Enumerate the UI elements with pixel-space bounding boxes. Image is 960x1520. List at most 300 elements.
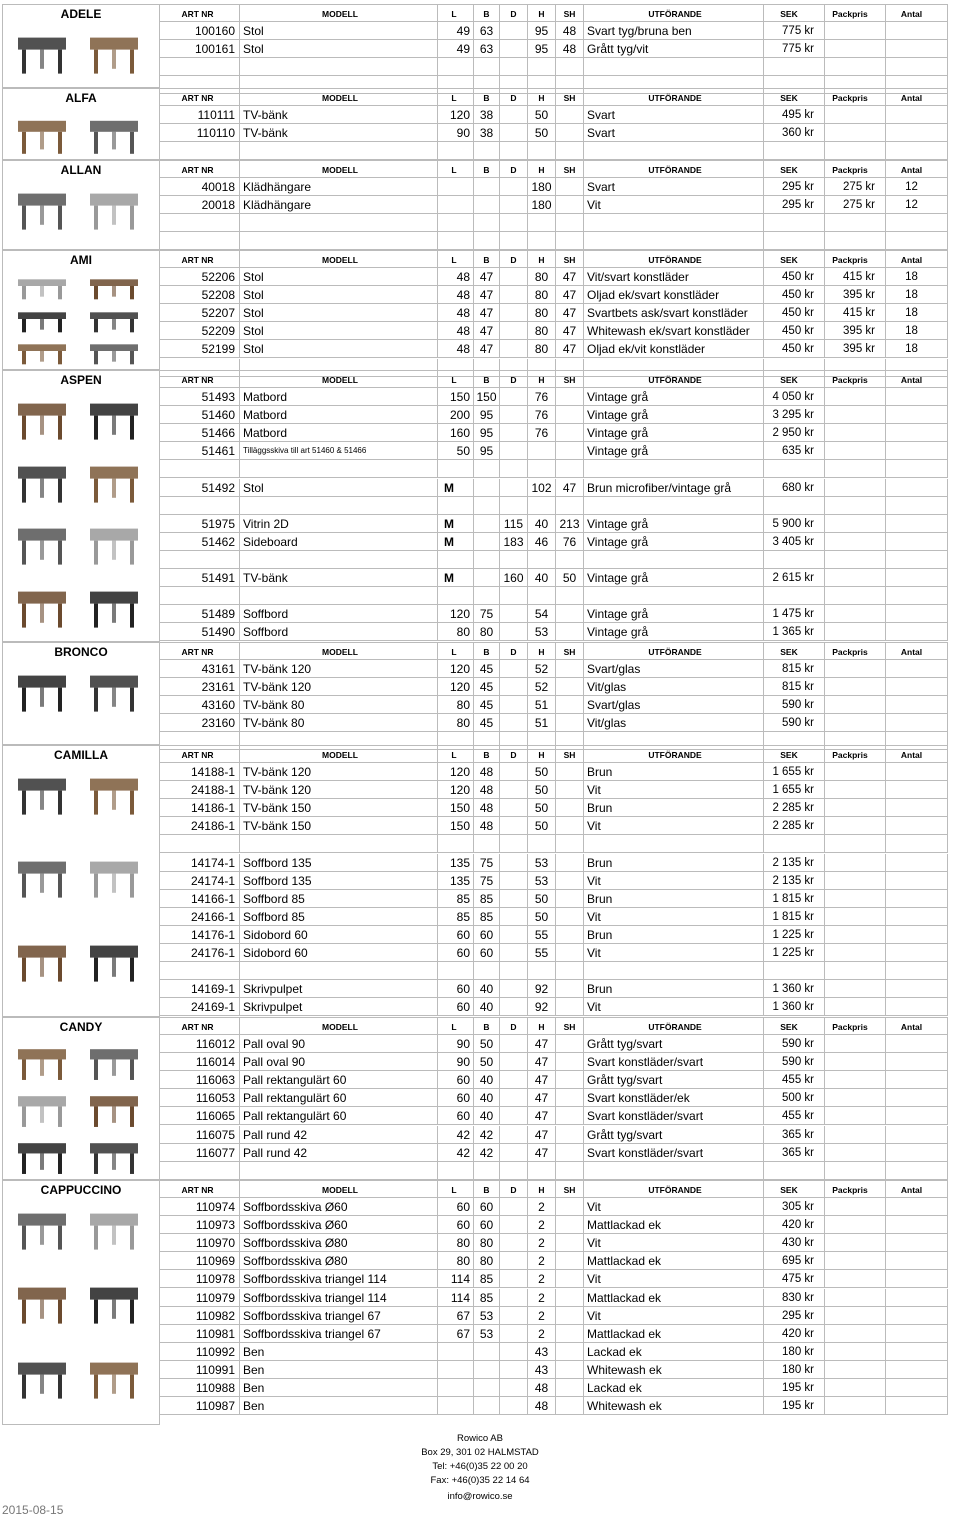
cell-art: 51461 [160,442,240,460]
cell-h: 53 [528,872,556,890]
cell-h [528,551,556,569]
cell-sek: 4 050 kr [764,388,825,406]
cell-antal [886,763,948,781]
cell-mod: Stol [240,22,438,40]
cell-sek: 420 kr [764,1216,825,1234]
column-header-qty: Antal [886,1017,948,1035]
cell-l: 200 [438,406,474,424]
cell-sh: 48 [556,22,584,40]
column-header-pack: Packpris [825,642,886,660]
cell-pack [825,1397,886,1415]
cell-antal [886,1071,948,1089]
cell-utf [584,1162,764,1180]
cell-b: 80 [474,1252,500,1270]
cell-pack [825,696,886,714]
cell-utf: Brun [584,763,764,781]
cell-d [500,660,528,678]
table-row [160,304,958,322]
cell-antal [886,781,948,799]
cell-art: 110991 [160,1361,240,1379]
cell-d [500,998,528,1016]
cell-mod [240,142,438,160]
cell-l: 80 [438,696,474,714]
cell-d [500,835,528,853]
cell-antal [886,1252,948,1270]
cell-l: M [438,515,474,533]
column-header-b: B [474,1017,500,1035]
table-row [160,1252,958,1270]
cell-art: 51493 [160,388,240,406]
cell-mod: Matbord [240,406,438,424]
cell-sh [556,980,584,998]
cell-antal [886,1325,948,1343]
cell-utf: Vit [584,781,764,799]
cell-mod: Matbord [240,424,438,442]
cell-antal [886,124,948,142]
cell-antal [886,944,948,962]
table-row [160,442,958,460]
cell-antal: 18 [886,304,948,322]
cell-h: 80 [528,340,556,358]
cell-l: 120 [438,660,474,678]
column-header-finish: UTFÖRANDE [584,745,764,763]
cell-mod: Stol [240,322,438,340]
cell-antal [886,424,948,442]
product-image [12,1278,72,1326]
column-header-model: MODELL [240,250,438,268]
column-header-qty: Antal [886,370,948,388]
cell-b: 38 [474,124,500,142]
cell-b [474,835,500,853]
cell-h [528,1162,556,1180]
cell-sh [556,944,584,962]
cell-b: 45 [474,696,500,714]
column-header-art: ART NR [160,160,240,178]
cell-mod: Soffbord 85 [240,908,438,926]
cell-l [438,232,474,250]
cell-art: 20018 [160,196,240,214]
table-row [160,763,958,781]
cell-sek: 295 kr [764,178,825,196]
cell-b [474,533,500,551]
cell-b: 75 [474,605,500,623]
cell-utf [584,587,764,605]
cell-b [474,214,500,232]
cell-d [500,1379,528,1397]
cell-h: 76 [528,388,556,406]
column-header-sh: SH [556,250,584,268]
product-image [12,666,72,714]
cell-b: 50 [474,1035,500,1053]
cell-utf [584,497,764,515]
cell-pack [825,980,886,998]
cell-sh [556,1126,584,1144]
cell-mod: Sidobord 60 [240,944,438,962]
cell-b: 63 [474,40,500,58]
product-image [12,307,72,334]
cell-antal [886,926,948,944]
cell-h: 48 [528,1397,556,1415]
cell-sek: 3 295 kr [764,406,825,424]
cell-sh [556,1162,584,1180]
cell-mod: Ben [240,1397,438,1415]
cell-utf: Svart konstläder/ek [584,1089,764,1107]
cell-b [474,58,500,76]
table-row [160,1198,958,1216]
column-header-sek: SEK [764,370,825,388]
cell-b: 48 [474,781,500,799]
cell-l: 120 [438,106,474,124]
cell-pack [825,1343,886,1361]
cell-b: 38 [474,106,500,124]
cell-h [528,58,556,76]
column-header-sek: SEK [764,88,825,106]
cell-utf: Svart/glas [584,696,764,714]
cell-sek [764,1162,825,1180]
cell-d [500,1198,528,1216]
cell-mod: TV-bänk 150 [240,817,438,835]
table-row [160,817,958,835]
column-header-model: MODELL [240,160,438,178]
product-image [84,852,144,900]
cell-pack [825,1270,886,1288]
product-image [84,666,144,714]
cell-pack [825,106,886,124]
cell-sek: 295 kr [764,1307,825,1325]
cell-pack [825,1379,886,1397]
cell-b: 75 [474,854,500,872]
cell-pack: 415 kr [825,268,886,286]
cell-b: 95 [474,424,500,442]
cell-l: 60 [438,1107,474,1125]
cell-sh [556,623,584,641]
cell-sh [556,1198,584,1216]
cell-h: 46 [528,533,556,551]
column-header-finish: UTFÖRANDE [584,160,764,178]
product-image [84,1204,144,1252]
cell-antal: 18 [886,322,948,340]
cell-sek: 475 kr [764,1270,825,1288]
cell-sh [556,442,584,460]
cell-antal [886,1361,948,1379]
cell-utf: Vit [584,998,764,1016]
cell-antal [886,1216,948,1234]
cell-l [438,497,474,515]
cell-sh [556,854,584,872]
cell-art: 110988 [160,1379,240,1397]
cell-art: 51462 [160,533,240,551]
cell-art [160,1162,240,1180]
product-image [84,184,144,232]
cell-art: 51492 [160,479,240,497]
cell-sek: 450 kr [764,268,825,286]
cell-sek [764,214,825,232]
cell-utf: Oljad ek/vit konstläder [584,340,764,358]
table-row [160,1089,958,1107]
cell-sh [556,1343,584,1361]
cell-l: 67 [438,1325,474,1343]
cell-art: 116053 [160,1089,240,1107]
cell-l [438,962,474,980]
cell-sh [556,232,584,250]
cell-antal [886,406,948,424]
table-header-row [160,642,958,660]
cell-mod: Ben [240,1361,438,1379]
cell-mod: Soffbord 135 [240,872,438,890]
cell-sek [764,962,825,980]
column-header-qty: Antal [886,160,948,178]
cell-l [438,587,474,605]
table-row [160,22,958,40]
cell-utf: Whitewash ek [584,1397,764,1415]
column-header-b: B [474,88,500,106]
cell-antal [886,569,948,587]
cell-antal [886,1144,948,1162]
cell-sh [556,696,584,714]
cell-d [500,406,528,424]
cell-l [438,1379,474,1397]
cell-sek: 450 kr [764,322,825,340]
cell-sh [556,214,584,232]
cell-antal [886,1107,948,1125]
cell-pack [825,460,886,478]
cell-h [528,214,556,232]
cell-sh [556,406,584,424]
cell-pack [825,799,886,817]
cell-art: 110982 [160,1307,240,1325]
cell-h [528,142,556,160]
product-image [84,112,144,156]
cell-sek [764,232,825,250]
cell-l [438,835,474,853]
cell-d [500,1216,528,1234]
product-image [84,1041,144,1082]
cell-h: 50 [528,763,556,781]
cell-d [500,196,528,214]
cell-antal [886,1379,948,1397]
cell-b: 75 [474,872,500,890]
cell-art [160,142,240,160]
cell-pack [825,1053,886,1071]
cell-l: 48 [438,322,474,340]
cell-l: 80 [438,1252,474,1270]
column-header-l: L [438,745,474,763]
cell-mod: TV-bänk 80 [240,714,438,732]
cell-d [500,817,528,835]
cell-pack [825,835,886,853]
column-header-pack: Packpris [825,370,886,388]
cell-l: 60 [438,998,474,1016]
cell-pack [825,58,886,76]
cell-sek: 1 655 kr [764,763,825,781]
cell-utf: Svartbets ask/svart konstläder [584,304,764,322]
column-header-d: D [500,88,528,106]
product-image [12,582,72,630]
cell-art [160,551,240,569]
cell-sek: 360 kr [764,124,825,142]
cell-h: 50 [528,890,556,908]
column-header-finish: UTFÖRANDE [584,4,764,22]
cell-sek: 2 615 kr [764,569,825,587]
column-header-sh: SH [556,642,584,660]
company-footer [0,1432,960,1504]
cell-mod: Tilläggsskiva till art 51460 & 51466 [240,442,438,460]
cell-h: 76 [528,424,556,442]
cell-utf [584,58,764,76]
cell-l [438,1397,474,1415]
cell-b [474,497,500,515]
cell-d [500,763,528,781]
column-header-sh: SH [556,745,584,763]
company-name: Rowico AB [457,1433,503,1444]
cell-b: 80 [474,1234,500,1252]
table-header-row [160,160,958,178]
cell-sek: 830 kr [764,1289,825,1307]
cell-pack [825,1361,886,1379]
column-header-pack: Packpris [825,250,886,268]
cell-mod [240,1162,438,1180]
cell-l: 60 [438,944,474,962]
product-image [84,1353,144,1401]
column-header-pack: Packpris [825,4,886,22]
cell-l: 135 [438,854,474,872]
cell-pack [825,1107,886,1125]
column-header-sh: SH [556,4,584,22]
cell-sh [556,124,584,142]
cell-sek: 450 kr [764,286,825,304]
cell-antal [886,1270,948,1288]
cell-pack: 275 kr [825,196,886,214]
cell-b: 63 [474,22,500,40]
cell-sek: 195 kr [764,1379,825,1397]
section-title: ALLAN [2,160,160,178]
table-row [160,196,958,214]
cell-h: 47 [528,1053,556,1071]
cell-mod: TV-bänk 120 [240,763,438,781]
cell-d [500,890,528,908]
cell-l: 90 [438,1053,474,1071]
section-title: CANDY [2,1017,160,1035]
cell-d [500,944,528,962]
cell-sh [556,1071,584,1089]
cell-l [438,142,474,160]
cell-art: 24188-1 [160,781,240,799]
cell-sek: 365 kr [764,1144,825,1162]
cell-sh [556,962,584,980]
cell-art: 14188-1 [160,763,240,781]
empty-row [160,232,958,250]
product-image [12,457,72,505]
cell-b [474,587,500,605]
cell-l: 120 [438,781,474,799]
cell-b: 42 [474,1144,500,1162]
section-title: CAMILLA [2,745,160,763]
cell-d [500,1071,528,1089]
cell-pack [825,872,886,890]
cell-utf: Mattlackad ek [584,1325,764,1343]
empty-row [160,142,958,160]
cell-sek [764,142,825,160]
cell-sh [556,605,584,623]
table-header-row [160,745,958,763]
table-row [160,569,958,587]
cell-antal [886,962,948,980]
cell-h: 50 [528,106,556,124]
cell-h [528,835,556,853]
cell-antal [886,817,948,835]
cell-sh [556,1089,584,1107]
cell-utf: Vintage grå [584,605,764,623]
cell-b: 48 [474,799,500,817]
column-header-d: D [500,370,528,388]
column-header-finish: UTFÖRANDE [584,250,764,268]
cell-pack [825,142,886,160]
cell-pack [825,1126,886,1144]
cell-antal [886,1089,948,1107]
company-email[interactable]: info@rowico.se [447,1491,513,1502]
cell-b: 85 [474,1289,500,1307]
cell-mod: Matbord [240,388,438,406]
cell-sek [764,460,825,478]
cell-h: 2 [528,1252,556,1270]
cell-art: 110973 [160,1216,240,1234]
cell-pack [825,1289,886,1307]
product-image [84,1135,144,1176]
cell-art: 110978 [160,1270,240,1288]
cell-h: 53 [528,854,556,872]
cell-art: 110981 [160,1325,240,1343]
cell-sek: 3 405 kr [764,533,825,551]
product-image [84,936,144,984]
cell-sek: 305 kr [764,1198,825,1216]
cell-d [500,322,528,340]
cell-d [500,908,528,926]
product-image [12,28,72,76]
cell-b: 53 [474,1307,500,1325]
cell-d [500,58,528,76]
cell-sek: 2 285 kr [764,799,825,817]
cell-mod [240,551,438,569]
cell-sh [556,835,584,853]
cell-sek: 430 kr [764,1234,825,1252]
cell-b [474,1397,500,1415]
empty-row [160,497,958,515]
cell-utf: Vit [584,872,764,890]
table-row [160,660,958,678]
cell-utf [584,214,764,232]
cell-antal [886,1397,948,1415]
table-header-row [160,88,958,106]
cell-d [500,424,528,442]
cell-b: 45 [474,660,500,678]
cell-h: 50 [528,817,556,835]
product-image [12,1088,72,1129]
cell-art: 52209 [160,322,240,340]
cell-antal [886,497,948,515]
column-header-sek: SEK [764,160,825,178]
column-header-sh: SH [556,1017,584,1035]
cell-mod: Skrivpulpet [240,998,438,1016]
cell-sh [556,1216,584,1234]
cell-l: 48 [438,286,474,304]
cell-art: 52208 [160,286,240,304]
cell-utf: Vit [584,1198,764,1216]
cell-utf: Grått tyg/svart [584,1126,764,1144]
cell-b [474,460,500,478]
cell-antal [886,714,948,732]
product-image [84,28,144,76]
cell-b: 48 [474,763,500,781]
